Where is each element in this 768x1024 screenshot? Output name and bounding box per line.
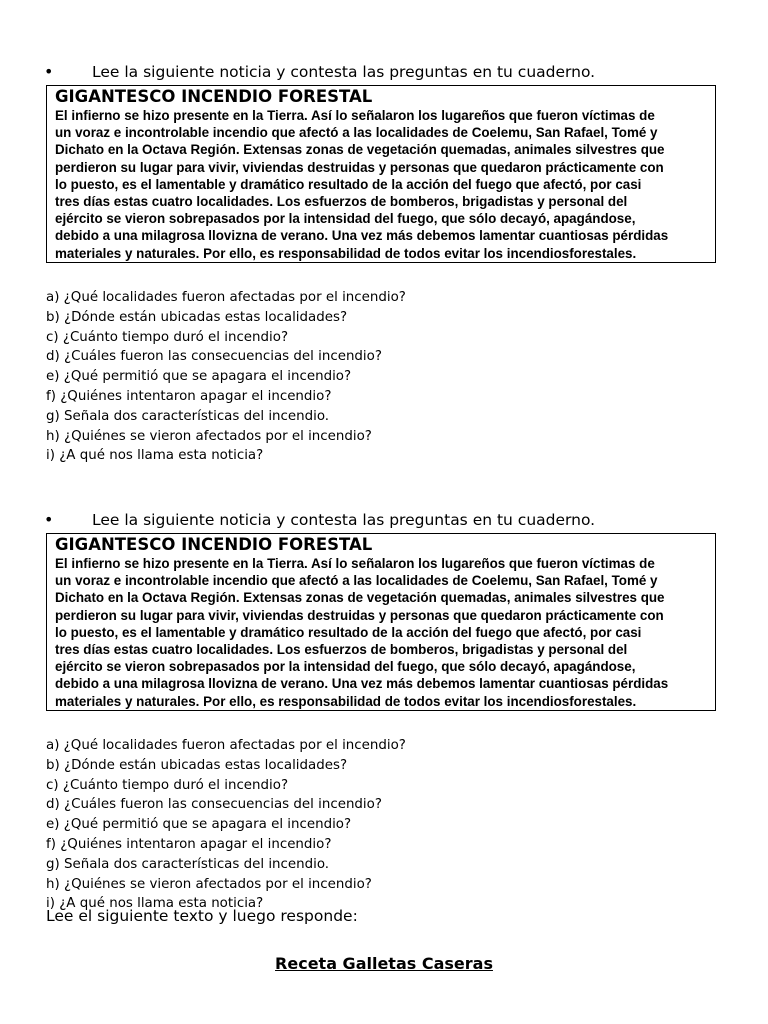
question-item: c) ¿Cuánto tiempo duró el incendio? <box>46 777 289 793</box>
question-item: a) ¿Qué localidades fueron afectadas por el incendio? <box>46 290 406 305</box>
question-list <box>46 736 406 914</box>
question-item: g) Señala dos características del incendio. <box>46 408 330 424</box>
question-list <box>46 288 406 466</box>
question-item: c) ¿Cuánto tiempo duró el incendio? <box>46 329 289 345</box>
question-item: b) ¿Dónde están ubicadas estas localidades? <box>46 757 348 773</box>
question-item: f) ¿Quiénes intentaron apagar el incendio? <box>46 836 332 852</box>
question-item: e) ¿Qué permitió que se apagara el incendio? <box>46 817 352 833</box>
recipe-title: Receta Galletas Caseras <box>275 954 493 973</box>
news-body-line: Dichato en la Octava Región. Extensas zonas de vegetación quemadas, animales silvestres que <box>55 142 665 158</box>
instruction-line <box>0 508 768 532</box>
instruction-line <box>0 60 768 84</box>
instruction-text: Lee la siguiente noticia y contesta las preguntas en tu cuaderno. <box>92 63 596 81</box>
question-item: i) ¿A qué nos llama esta noticia? <box>46 448 264 464</box>
news-article-box <box>46 533 716 711</box>
news-body-line: debido a una milagrosa llovizna de verano. Una vez más debemos lamentar cuantiosas pérdidas <box>55 228 669 244</box>
news-title: GIGANTESCO INCENDIO FORESTAL <box>55 535 373 554</box>
news-body-line: materiales y naturales. Por ello, es responsabilidad de todos evitar los incendiosforestales. <box>55 245 637 261</box>
news-body-line: tres días estas cuatro localidades. Los esfuerzos de bomberos, brigadistas y personal del <box>55 194 628 210</box>
news-body-line: un voraz e incontrolable incendio que afectó a las localidades de Coelemu, San Rafael, Tomé y <box>55 125 658 141</box>
question-item: d) ¿Cuáles fueron las consecuencias del incendio? <box>46 349 382 365</box>
question-item: d) ¿Cuáles fueron las consecuencias del incendio? <box>46 797 382 813</box>
news-body-line: ejército se vieron sobrepasados por la intensidad del fuego, que sólo decayó, apagándose, <box>55 211 636 227</box>
news-body-line: El infierno se hizo presente en la Tierra. Así lo señalaron los lugareños que fueron víctimas de <box>55 108 655 123</box>
news-body-line: perdieron su lugar para vivir, viviendas destruidas y personas que quedaron prácticamente con <box>55 607 664 623</box>
news-title: GIGANTESCO INCENDIO FORESTAL <box>55 87 373 106</box>
question-item: h) ¿Quiénes se vieron afectados por el incendio? <box>46 876 372 892</box>
news-body-line: tres días estas cuatro localidades. Los esfuerzos de bomberos, brigadistas y personal del <box>55 642 628 658</box>
follow-up-instruction: Lee el siguiente texto y luego responde: <box>46 907 358 925</box>
question-item: b) ¿Dónde están ubicadas estas localidades? <box>46 309 348 325</box>
news-body-line: Dichato en la Octava Región. Extensas zonas de vegetación quemadas, animales silvestres que <box>55 590 665 606</box>
question-item: a) ¿Qué localidades fueron afectadas por el incendio? <box>46 738 406 753</box>
question-item: g) Señala dos características del incendio. <box>46 856 330 872</box>
news-body-line: un voraz e incontrolable incendio que afectó a las localidades de Coelemu, San Rafael, Tomé y <box>55 573 658 589</box>
worksheet-section-1 <box>0 60 768 464</box>
worksheet-section-2 <box>0 508 768 912</box>
news-body-line: lo puesto, es el lamentable y dramático resultado de la acción del fuego que afectó, por casi <box>55 176 642 192</box>
news-body-line: debido a una milagrosa llovizna de verano. Una vez más debemos lamentar cuantiosas pérdidas <box>55 676 669 692</box>
news-body-line: ejército se vieron sobrepasados por la intensidad del fuego, que sólo decayó, apagándose, <box>55 659 636 675</box>
question-item: i) ¿A qué nos llama esta noticia? <box>46 896 264 912</box>
news-body-line: materiales y naturales. Por ello, es responsabilidad de todos evitar los incendiosforestales. <box>55 693 637 709</box>
news-body-line: El infierno se hizo presente en la Tierra. Así lo señalaron los lugareños que fueron víctimas de <box>55 556 655 571</box>
question-item: h) ¿Quiénes se vieron afectados por el incendio? <box>46 428 372 444</box>
bullet-icon: • <box>44 62 54 81</box>
news-article-box <box>46 85 716 263</box>
instruction-text: Lee la siguiente noticia y contesta las preguntas en tu cuaderno. <box>92 511 596 529</box>
news-body-line: lo puesto, es el lamentable y dramático resultado de la acción del fuego que afectó, por casi <box>55 624 642 640</box>
question-item: f) ¿Quiénes intentaron apagar el incendio? <box>46 388 332 404</box>
news-body-line: perdieron su lugar para vivir, viviendas destruidas y personas que quedaron prácticamente con <box>55 159 664 175</box>
bullet-icon: • <box>44 510 54 529</box>
question-item: e) ¿Qué permitió que se apagara el incendio? <box>46 369 352 385</box>
